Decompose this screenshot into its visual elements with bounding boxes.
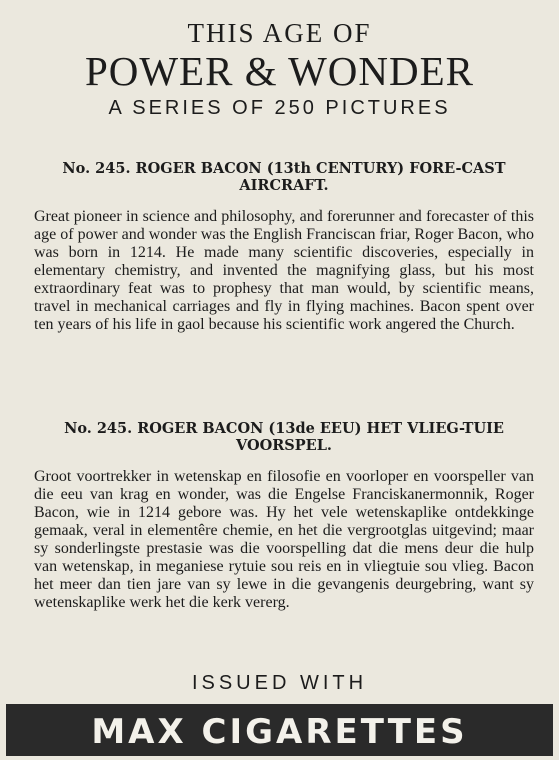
- afrikaans-body: Groot voortrekker in wetenskap en filosofie en voorloper en voorspeller van die eeu van krag en wonder, was die Engelse Franciskanermonnik, Roger Bacon, wie in 1214 gebore was. Hy het vele wetenskaplike ontdekkinge gemaak, veral in elementêre chemie, en het die vergrootglas uitgevind; maar sy sonderlingste prestasie was die voorspelling dat die mens deur die hulp van wetenskap, in meganiese rytuie sou reis en in vliegtuie sou vlieg. Bacon het meer dan tien jare van sy lewe in die gevangenis deurgebring, want sy wetenskaplike werk het die kerk vererg.: [34, 468, 534, 611]
- english-section: [34, 160, 534, 334]
- card-header: [0, 18, 559, 122]
- series-title-main: POWER & WONDER: [84, 48, 475, 94]
- english-body: Great pioneer in science and philosophy, and forerunner and forecaster of this age of power and wonder was the English Franciscan friar, Roger Bacon, who was born in 1214. He made many scientific discoveries, especially in elementary chemistry, and invented the magnifying glass, but his most extraordinary feat was to prophesy that man would, by scientific means, travel in mechanical carriages and fly in flying machines. Bacon spent over ten years of his life in gaol because his scientific work angered the Church.: [34, 208, 534, 333]
- afrikaans-section: [34, 420, 534, 612]
- afrikaans-heading: No. 245. ROGER BACON (13de EEU) HET VLIEG-TUIE VOORSPEL.: [64, 420, 504, 454]
- english-heading: No. 245. ROGER BACON (13th CENTURY) FORE-CAST AIRCRAFT.: [62, 160, 506, 194]
- series-title-top: THIS AGE OF: [187, 18, 372, 48]
- series-subtitle: A SERIES OF 250 PICTURES: [108, 97, 451, 119]
- issued-with-label: ISSUED WITH: [191, 672, 368, 694]
- brand-banner: MAX CIGARETTES: [6, 704, 553, 756]
